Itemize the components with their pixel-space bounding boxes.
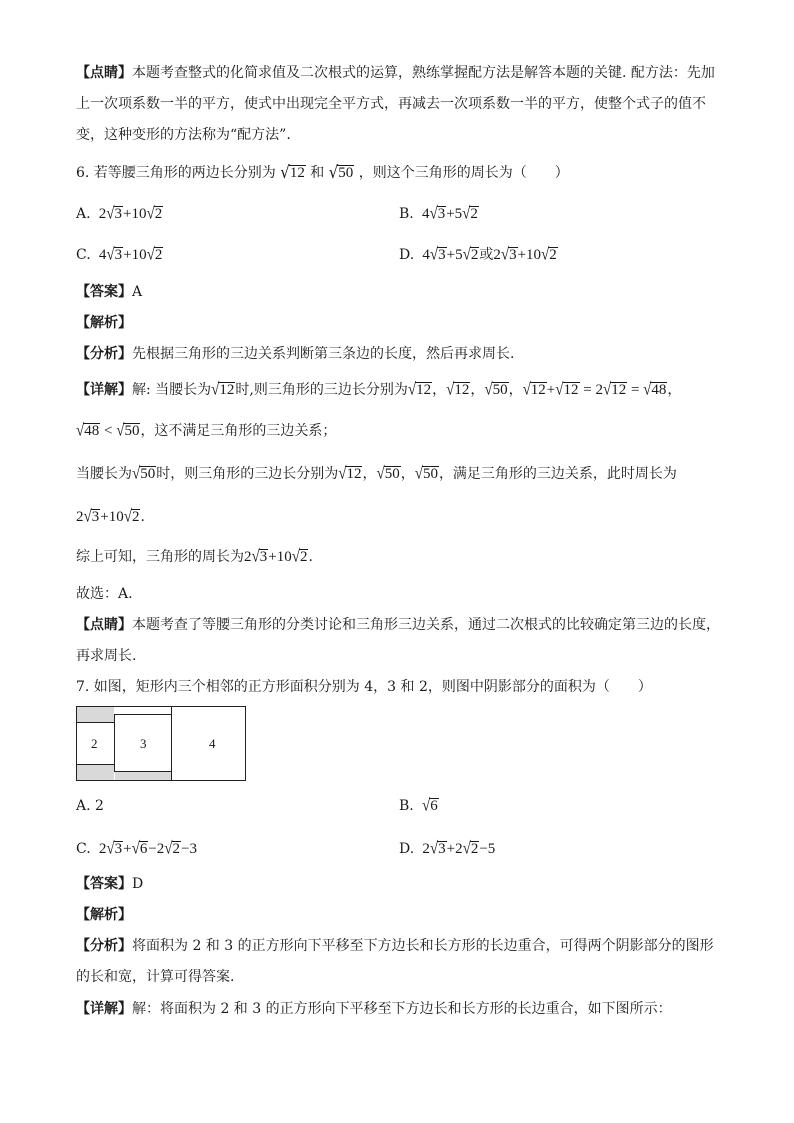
q6-dianjing-line-2: 再求周长. <box>76 648 137 664</box>
q7-fenxi-line-1: 【分析】将面积为 2 和 3 的正方形向下平移至下方边长和长方形的长边重合，可得两个阴影部分的图形 <box>76 938 714 954</box>
q6-option-a: A. 2√3+10√2 <box>76 204 163 224</box>
shaded-region-bottom-middle <box>115 771 171 780</box>
q6-dianjing-line-1: 【点睛】本题考查了等腰三角形的分类讨论和三角形三边关系，通过二次根式的比较确定第三边的长度， <box>76 617 720 633</box>
q7-option-b: B. √6 <box>399 796 438 816</box>
q6-detail-line-1: 【详解】解: 当腰长为√12时,则三角形的三边长分别为√12，√12，√50，√12+√12 = 2√12 = √48， <box>76 380 682 400</box>
shaded-region-top-left <box>77 707 114 723</box>
q6-choose: 故选：A. <box>76 586 133 602</box>
q6-detail-line-3: 当腰长为√50时，则三角形的三边长分别为√12，√50，√50，满足三角形的三边关系，此时周长为 <box>76 464 677 484</box>
question-6-stem: 6. 若等腰三角形的两边长分别为 √12 和 √50 ，则这个三角形的周长为（ ） <box>76 161 569 183</box>
shaded-region-bottom-left <box>77 764 114 780</box>
q6-option-c: C. 4√3+10√2 <box>76 245 163 265</box>
dianjing-tag: 【点睛】 <box>76 65 132 81</box>
q7-option-d: D. 2√3+2√2−5 <box>399 839 496 859</box>
q6-answer: 【答案】A <box>76 284 143 300</box>
q6-detail-line-4: 2√3+10√2. <box>76 507 145 527</box>
label-3: 3 <box>140 736 147 751</box>
q7-detail: 【详解】解：将面积为 2 和 3 的正方形向下平移至下方边长和长方形的长边重合，如下图所示： <box>76 1001 672 1017</box>
question-7-stem: 7. 如图，矩形内三个相邻的正方形面积分别为 4，3 和 2，则图中阴影部分的面积为（ ） <box>76 679 652 695</box>
q7-option-a: A. 2 <box>76 798 104 814</box>
q7-answer: 【答案】D <box>76 876 144 892</box>
sqrt-12: √12 <box>280 161 305 183</box>
label-4: 4 <box>209 736 216 751</box>
q6-analysis-tag: 【解析】 <box>76 315 132 331</box>
q7-analysis-tag: 【解析】 <box>76 907 132 923</box>
q6-option-d: D. 4√3+5√2或2√3+10√2 <box>399 245 557 265</box>
q6-option-b: B. 4√3+5√2 <box>399 204 478 224</box>
dianjing-text: 本题考查整式的化简求值及二次根式的运算，熟练掌握配方法是解答本题的关键. 配方法：先加 <box>132 65 715 81</box>
sqrt-50: √50 <box>328 161 354 183</box>
q7-fenxi-line-2: 的长和宽，计算可得答案. <box>76 969 235 985</box>
q7-figure <box>76 706 246 781</box>
dianjing-paragraph-line-2: 上一次项系数一半的平方，使式中出现完全平方式，再减去一次项系数一半的平方，使整个式子的值不 <box>76 96 706 112</box>
q6-fenxi: 【分析】先根据三角形的三边关系判断第三条边的长度，然后再求周长. <box>76 346 515 362</box>
dianjing-paragraph-line-1 <box>76 63 715 83</box>
dianjing-paragraph-line-3: 变，这种变形的方法称为“配方法”. <box>76 127 291 143</box>
q6-detail-line-2: √48 < √50，这不满足三角形的三边关系； <box>76 421 337 441</box>
q7-option-c: C. 2√3+√6−2√2−3 <box>76 839 197 859</box>
label-2: 2 <box>91 736 98 751</box>
q6-summary: 综上可知，三角形的周长为2√3+10√2. <box>76 547 313 567</box>
